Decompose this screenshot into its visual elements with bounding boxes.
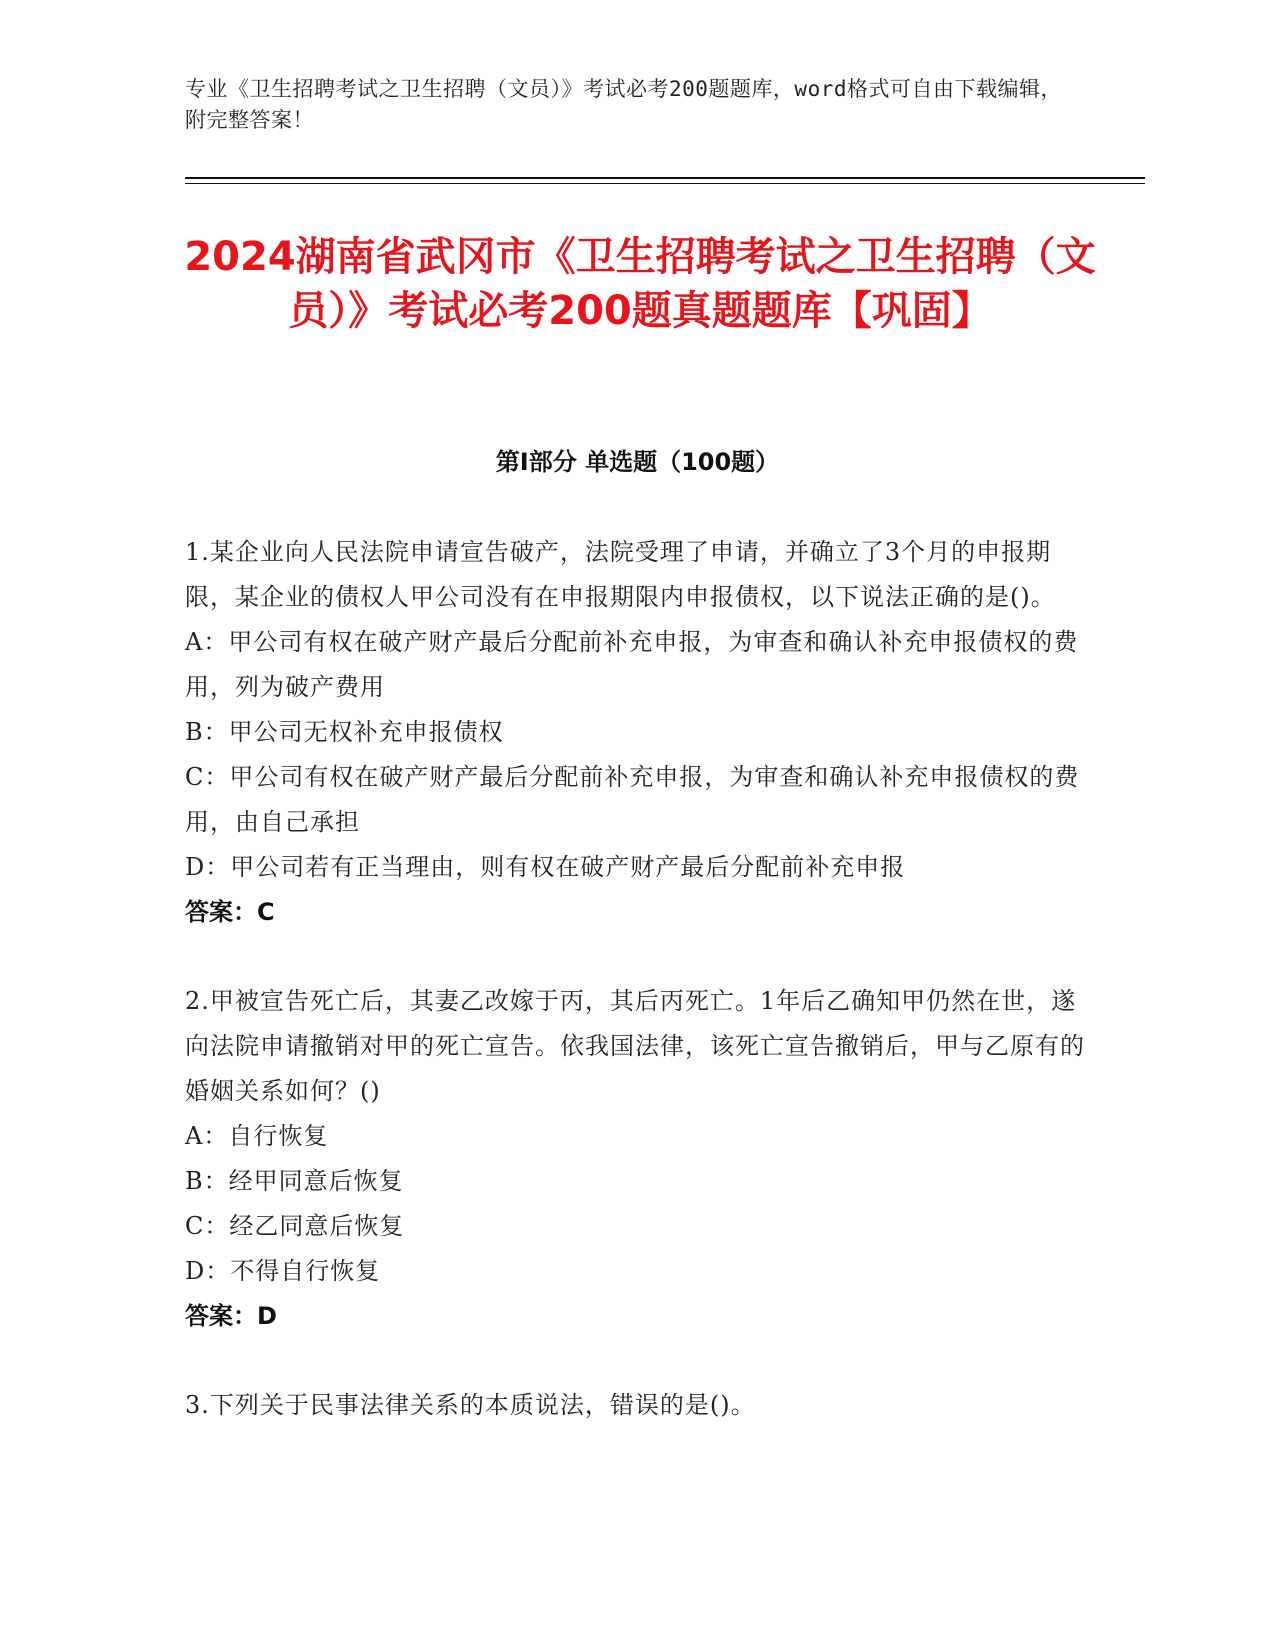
option-c: C：经乙同意后恢复 bbox=[185, 1212, 405, 1240]
option-d: D：甲公司若有正当理由，则有权在破产财产最后分配前补充申报 bbox=[185, 853, 906, 881]
question-list bbox=[185, 530, 1090, 1472]
option-d: D：不得自行恢复 bbox=[185, 1257, 381, 1285]
option-a: A：自行恢复 bbox=[185, 1122, 329, 1150]
question-text: 3.下列关于民事法律关系的本质说法，错误的是()。 bbox=[185, 1391, 756, 1419]
question-1 bbox=[185, 530, 1090, 935]
option-b: B：甲公司无权补充申报债权 bbox=[185, 718, 504, 746]
question-3 bbox=[185, 1383, 1090, 1428]
answer: 答案：D bbox=[185, 1302, 277, 1330]
option-c: C：甲公司有权在破产财产最后分配前补充申报，为审查和确认补充申报债权的费用，由自己承担 bbox=[185, 763, 1080, 836]
option-b: B：经甲同意后恢复 bbox=[185, 1167, 404, 1195]
section-title: 第Ⅰ部分 单选题（100题） bbox=[495, 448, 780, 476]
question-2 bbox=[185, 979, 1090, 1339]
option-a: A：甲公司有权在破产财产最后分配前补充申报，为审查和确认补充申报债权的费用，列为破产费用 bbox=[185, 628, 1079, 701]
header-divider-thick bbox=[185, 177, 1145, 179]
header-divider-thin bbox=[185, 183, 1145, 184]
answer: 答案：C bbox=[185, 898, 275, 926]
header-note: 专业《卫生招聘考试之卫生招聘（文员）》考试必考200题题库，word格式可自由下载编辑，附完整答案！ bbox=[185, 77, 1062, 132]
question-text: 1.某企业向人民法院申请宣告破产，法院受理了申请，并确立了3个月的申报期限，某企业的债权人甲公司没有在申报期限内申报债权，以下说法正确的是()。 bbox=[185, 538, 1056, 611]
question-text: 2.甲被宣告死亡后，其妻乙改嫁于丙，其后丙死亡。1年后乙确知甲仍然在世，遂向法院申请撤销对甲的死亡宣告。依我国法律，该死亡宣告撤销后，甲与乙原有的婚姻关系如何？() bbox=[185, 987, 1085, 1105]
document-title: 2024湖南省武冈市《卫生招聘考试之卫生招聘（文员）》考试必考200题真题题库【巩固】 bbox=[184, 234, 1096, 334]
